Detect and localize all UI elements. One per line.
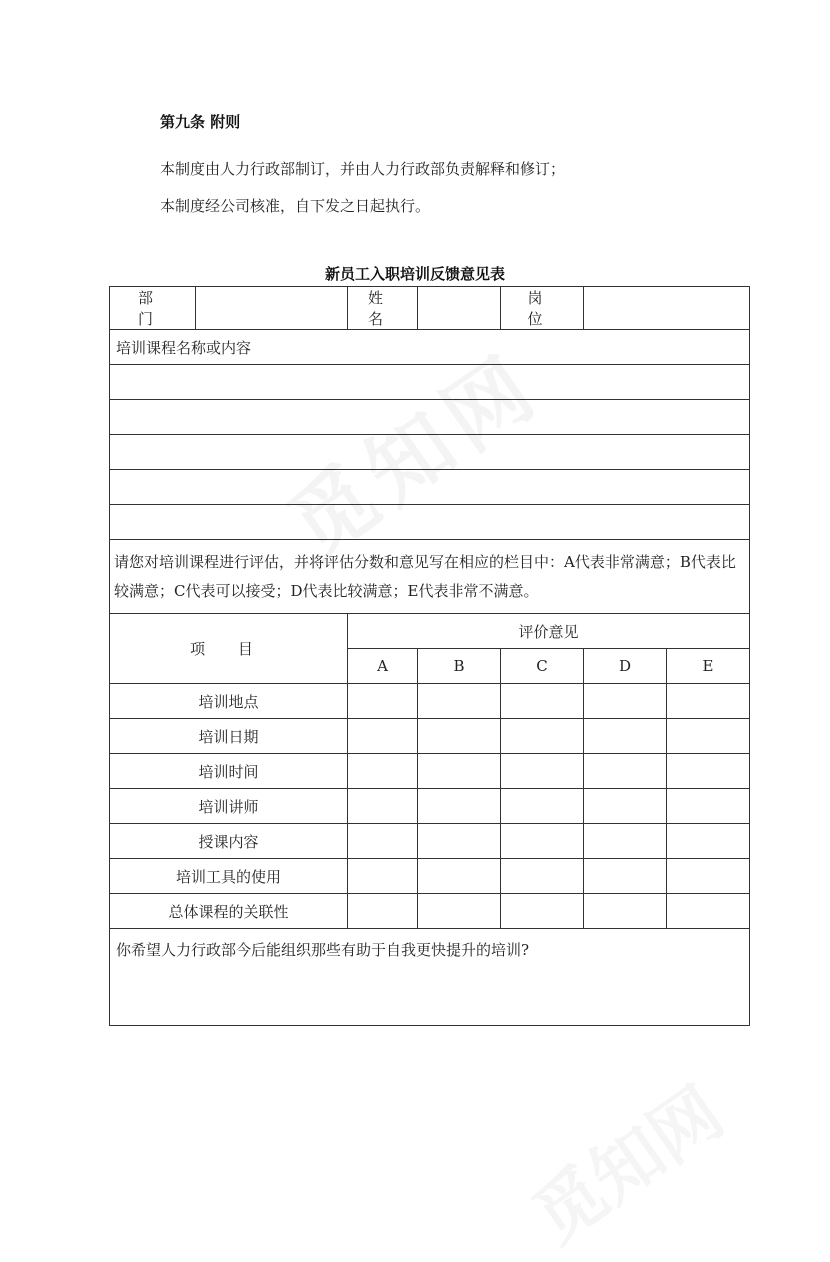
course-input-5[interactable] [110,505,750,540]
position-field[interactable] [584,287,750,330]
grade-cell[interactable] [418,824,501,859]
grade-cell[interactable] [584,719,667,754]
grade-cell[interactable] [584,684,667,719]
position-label: 岗 位 [501,287,584,330]
question-row [110,929,750,1026]
grade-cell[interactable] [348,754,418,789]
eval-header-row [110,614,750,649]
grade-cell[interactable] [501,719,584,754]
grade-cell[interactable] [501,894,584,929]
grade-cell[interactable] [667,684,750,719]
grade-c-header: C [501,649,584,684]
course-label-row [110,330,750,365]
course-line [110,365,750,400]
question-cell[interactable] [110,929,750,1026]
grade-cell[interactable] [501,859,584,894]
grade-cell[interactable] [501,789,584,824]
grade-cell[interactable] [667,824,750,859]
grade-cell[interactable] [584,754,667,789]
form-title: 新员工入职培训反馈意见表 [324,265,505,283]
grade-cell[interactable] [348,719,418,754]
grade-cell[interactable] [418,684,501,719]
table-row [110,719,750,754]
grade-cell[interactable] [501,754,584,789]
item-label: 培训地点 [110,684,348,719]
grade-d-header: D [584,649,667,684]
table-row [110,684,750,719]
table-row [110,894,750,929]
question-text: 你希望人力行政部今后能组织那些有助于自我更快提升的培训? [116,941,530,959]
grade-cell[interactable] [418,894,501,929]
grade-cell[interactable] [667,754,750,789]
item-label: 培训讲师 [110,789,348,824]
course-input-4[interactable] [110,470,750,505]
instruction-row [110,540,750,614]
item-label: 培训时间 [110,754,348,789]
grade-a-header: A [348,649,418,684]
grade-cell[interactable] [418,859,501,894]
eval-header: 评价意见 [348,614,750,649]
grade-cell[interactable] [418,754,501,789]
table-row [110,789,750,824]
course-input-3[interactable] [110,435,750,470]
grade-e-header: E [667,649,750,684]
grade-cell[interactable] [418,789,501,824]
paragraph-1: 本制度由人力行政部制订，并由人力行政部负责解释和修订； [160,160,566,178]
grade-cell[interactable] [667,859,750,894]
grade-cell[interactable] [418,719,501,754]
grade-cell[interactable] [501,684,584,719]
dept-label: 部 门 [110,287,196,330]
course-line [110,505,750,540]
item-label: 授课内容 [110,824,348,859]
feedback-form-table [109,286,750,1026]
grade-b-header: B [418,649,501,684]
course-input-1[interactable] [110,365,750,400]
grade-cell[interactable] [348,789,418,824]
item-header: 项 目 [110,614,348,684]
course-line [110,400,750,435]
course-line [110,435,750,470]
grade-cell[interactable] [667,719,750,754]
table-row [110,859,750,894]
grade-cell[interactable] [348,684,418,719]
course-line [110,470,750,505]
table-row [110,824,750,859]
item-label: 培训日期 [110,719,348,754]
grade-cell[interactable] [667,894,750,929]
item-label: 培训工具的使用 [110,859,348,894]
grade-cell[interactable] [584,894,667,929]
dept-field[interactable] [196,287,348,330]
header-info-row [110,287,750,330]
grade-cell[interactable] [667,789,750,824]
paragraph-2: 本制度经公司核准，自下发之日起执行。 [160,197,431,215]
grade-cell[interactable] [584,789,667,824]
table-row [110,754,750,789]
course-label: 培训课程名称或内容 [110,330,750,365]
grade-cell[interactable] [348,894,418,929]
article-title: 第九条 附则 [160,113,241,131]
grade-cell[interactable] [584,859,667,894]
watermark-bottom [510,1059,740,1262]
name-label: 姓 名 [348,287,418,330]
grade-cell[interactable] [584,824,667,859]
grade-cell[interactable] [501,824,584,859]
name-field[interactable] [418,287,501,330]
instruction-text: 请您对培训课程进行评估，并将评估分数和意见写在相应的栏目中：A代表非常满意；B代表比较满意；C代表可以接受；D代表比较满意；E代表非常不满意。 [110,540,750,614]
grade-cell[interactable] [348,824,418,859]
course-input-2[interactable] [110,400,750,435]
grade-cell[interactable] [348,859,418,894]
item-label: 总体课程的关联性 [110,894,348,929]
